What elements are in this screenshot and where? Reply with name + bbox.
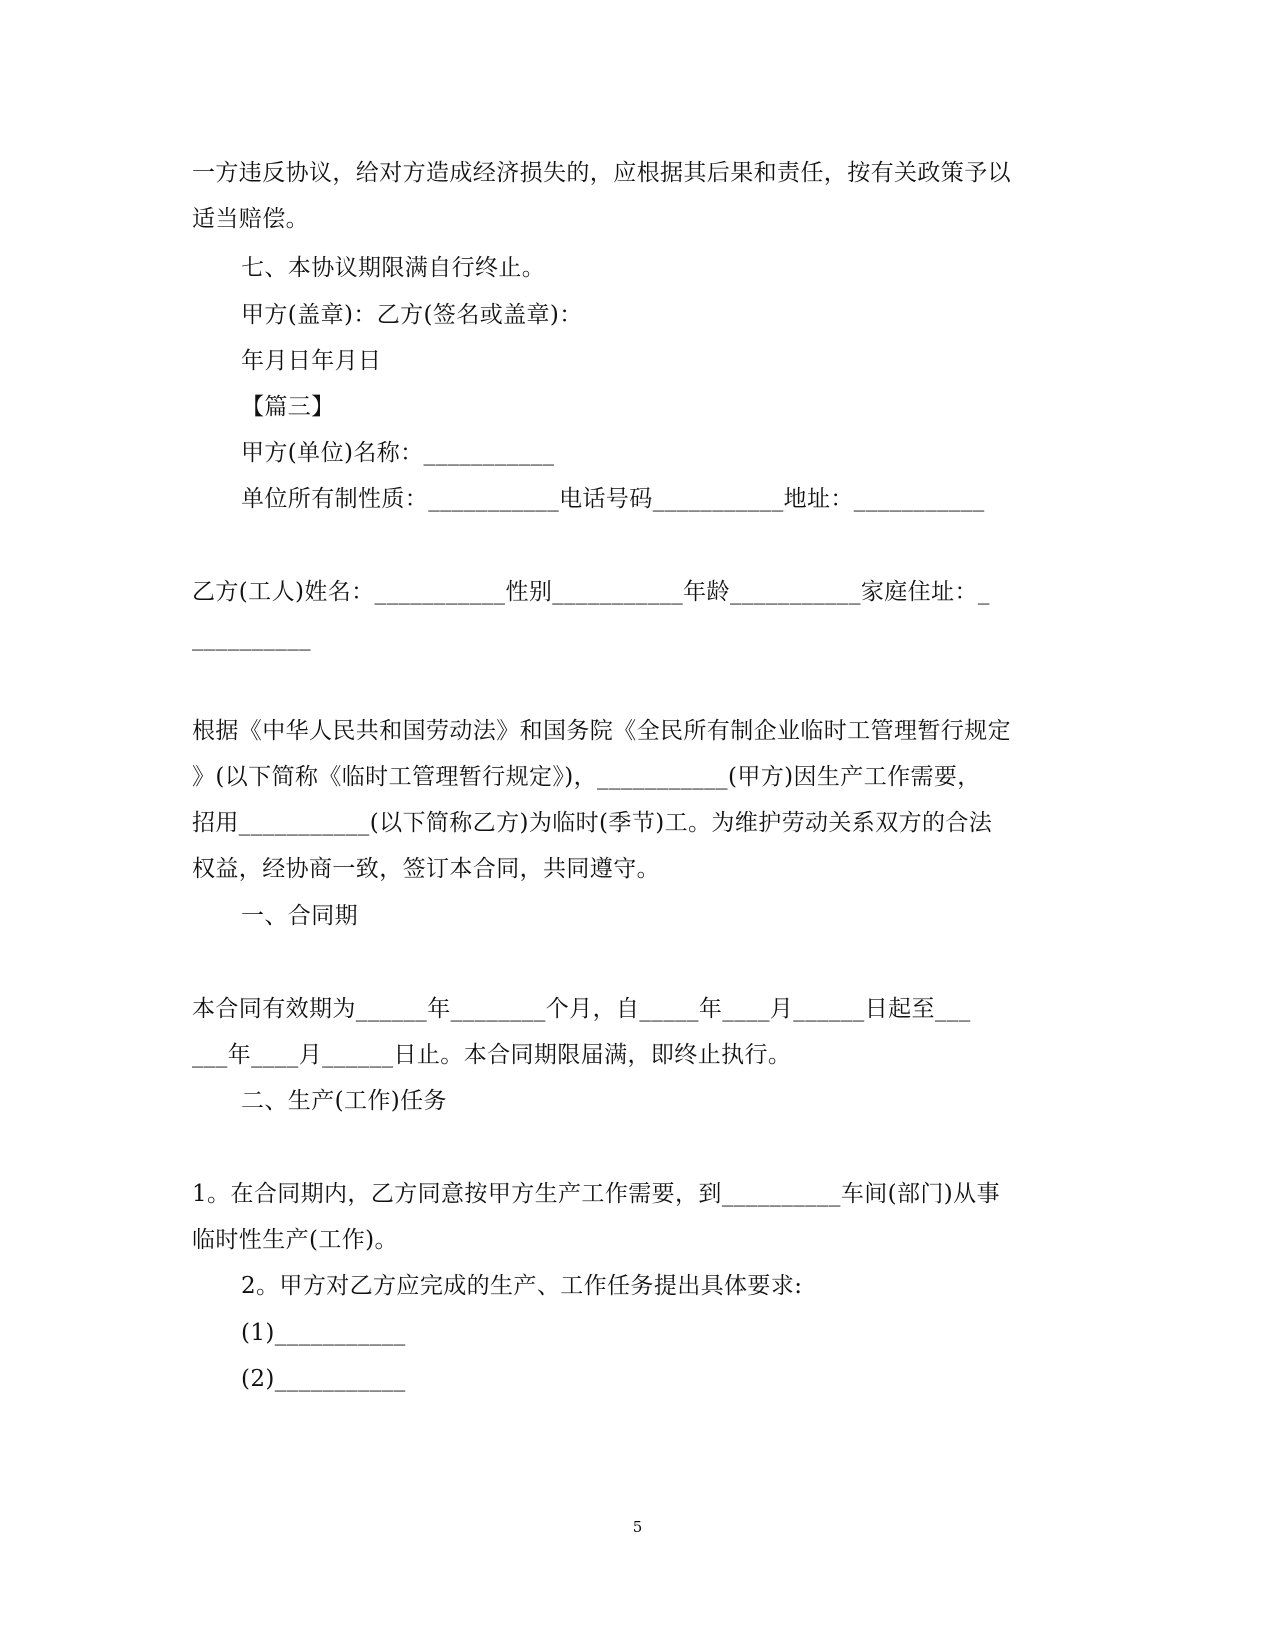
paragraph-line: 适当赔偿。: [192, 206, 309, 232]
paragraph-line: 》(以下简称《临时工管理暂行规定》)，___________(甲方)因生产工作需要，: [192, 764, 981, 790]
paragraph-line: ___年____月______日止。本合同期限届满，即终止执行。: [192, 1042, 792, 1068]
date-line: 年月日年月日: [241, 348, 382, 374]
clause-heading: 一、合同期: [241, 903, 358, 929]
signature-line: 甲方(盖章)：乙方(签名或盖章)：: [241, 302, 583, 328]
paragraph-line: 一方违反协议，给对方造成经济损失的，应根据其后果和责任，按有关政策予以: [192, 160, 1011, 186]
page-number: 5: [632, 1518, 643, 1536]
paragraph-line: 根据《中华人民共和国劳动法》和国务院《全民所有制企业临时工管理暂行规定: [192, 718, 1011, 744]
paragraph-line: 2。甲方对乙方应完成的生产、工作任务提出具体要求:: [241, 1273, 803, 1299]
paragraph-line: 权益，经协商一致，签订本合同，共同遵守。: [192, 856, 660, 882]
form-line: 甲方(单位)名称：___________: [241, 440, 555, 466]
paragraph-line: 本合同有效期为______年________个月，自_____年____月______日起至___: [192, 996, 971, 1022]
paragraph-line: 招用___________(以下简称乙方)为临时(季节)工。为维护劳动关系双方的合法: [192, 810, 993, 836]
clause-heading: 二、生产(工作)任务: [241, 1088, 447, 1114]
list-item: (2)___________: [241, 1366, 406, 1392]
paragraph-line: 1。在合同期内，乙方同意按甲方生产工作需要，到__________车间(部门)从事: [192, 1181, 1000, 1207]
section-title: 【篇三】: [241, 394, 335, 420]
clause-heading: 七、本协议期限满自行终止。: [241, 255, 546, 281]
list-item: (1)___________: [241, 1320, 406, 1346]
form-line: 单位所有制性质：___________电话号码___________地址：___________: [241, 486, 985, 512]
paragraph-line: 临时性生产(工作)。: [192, 1227, 398, 1253]
form-line: 乙方(工人)姓名：___________性别___________年龄___________家庭住址：_: [192, 579, 990, 605]
form-line: __________: [192, 625, 311, 651]
